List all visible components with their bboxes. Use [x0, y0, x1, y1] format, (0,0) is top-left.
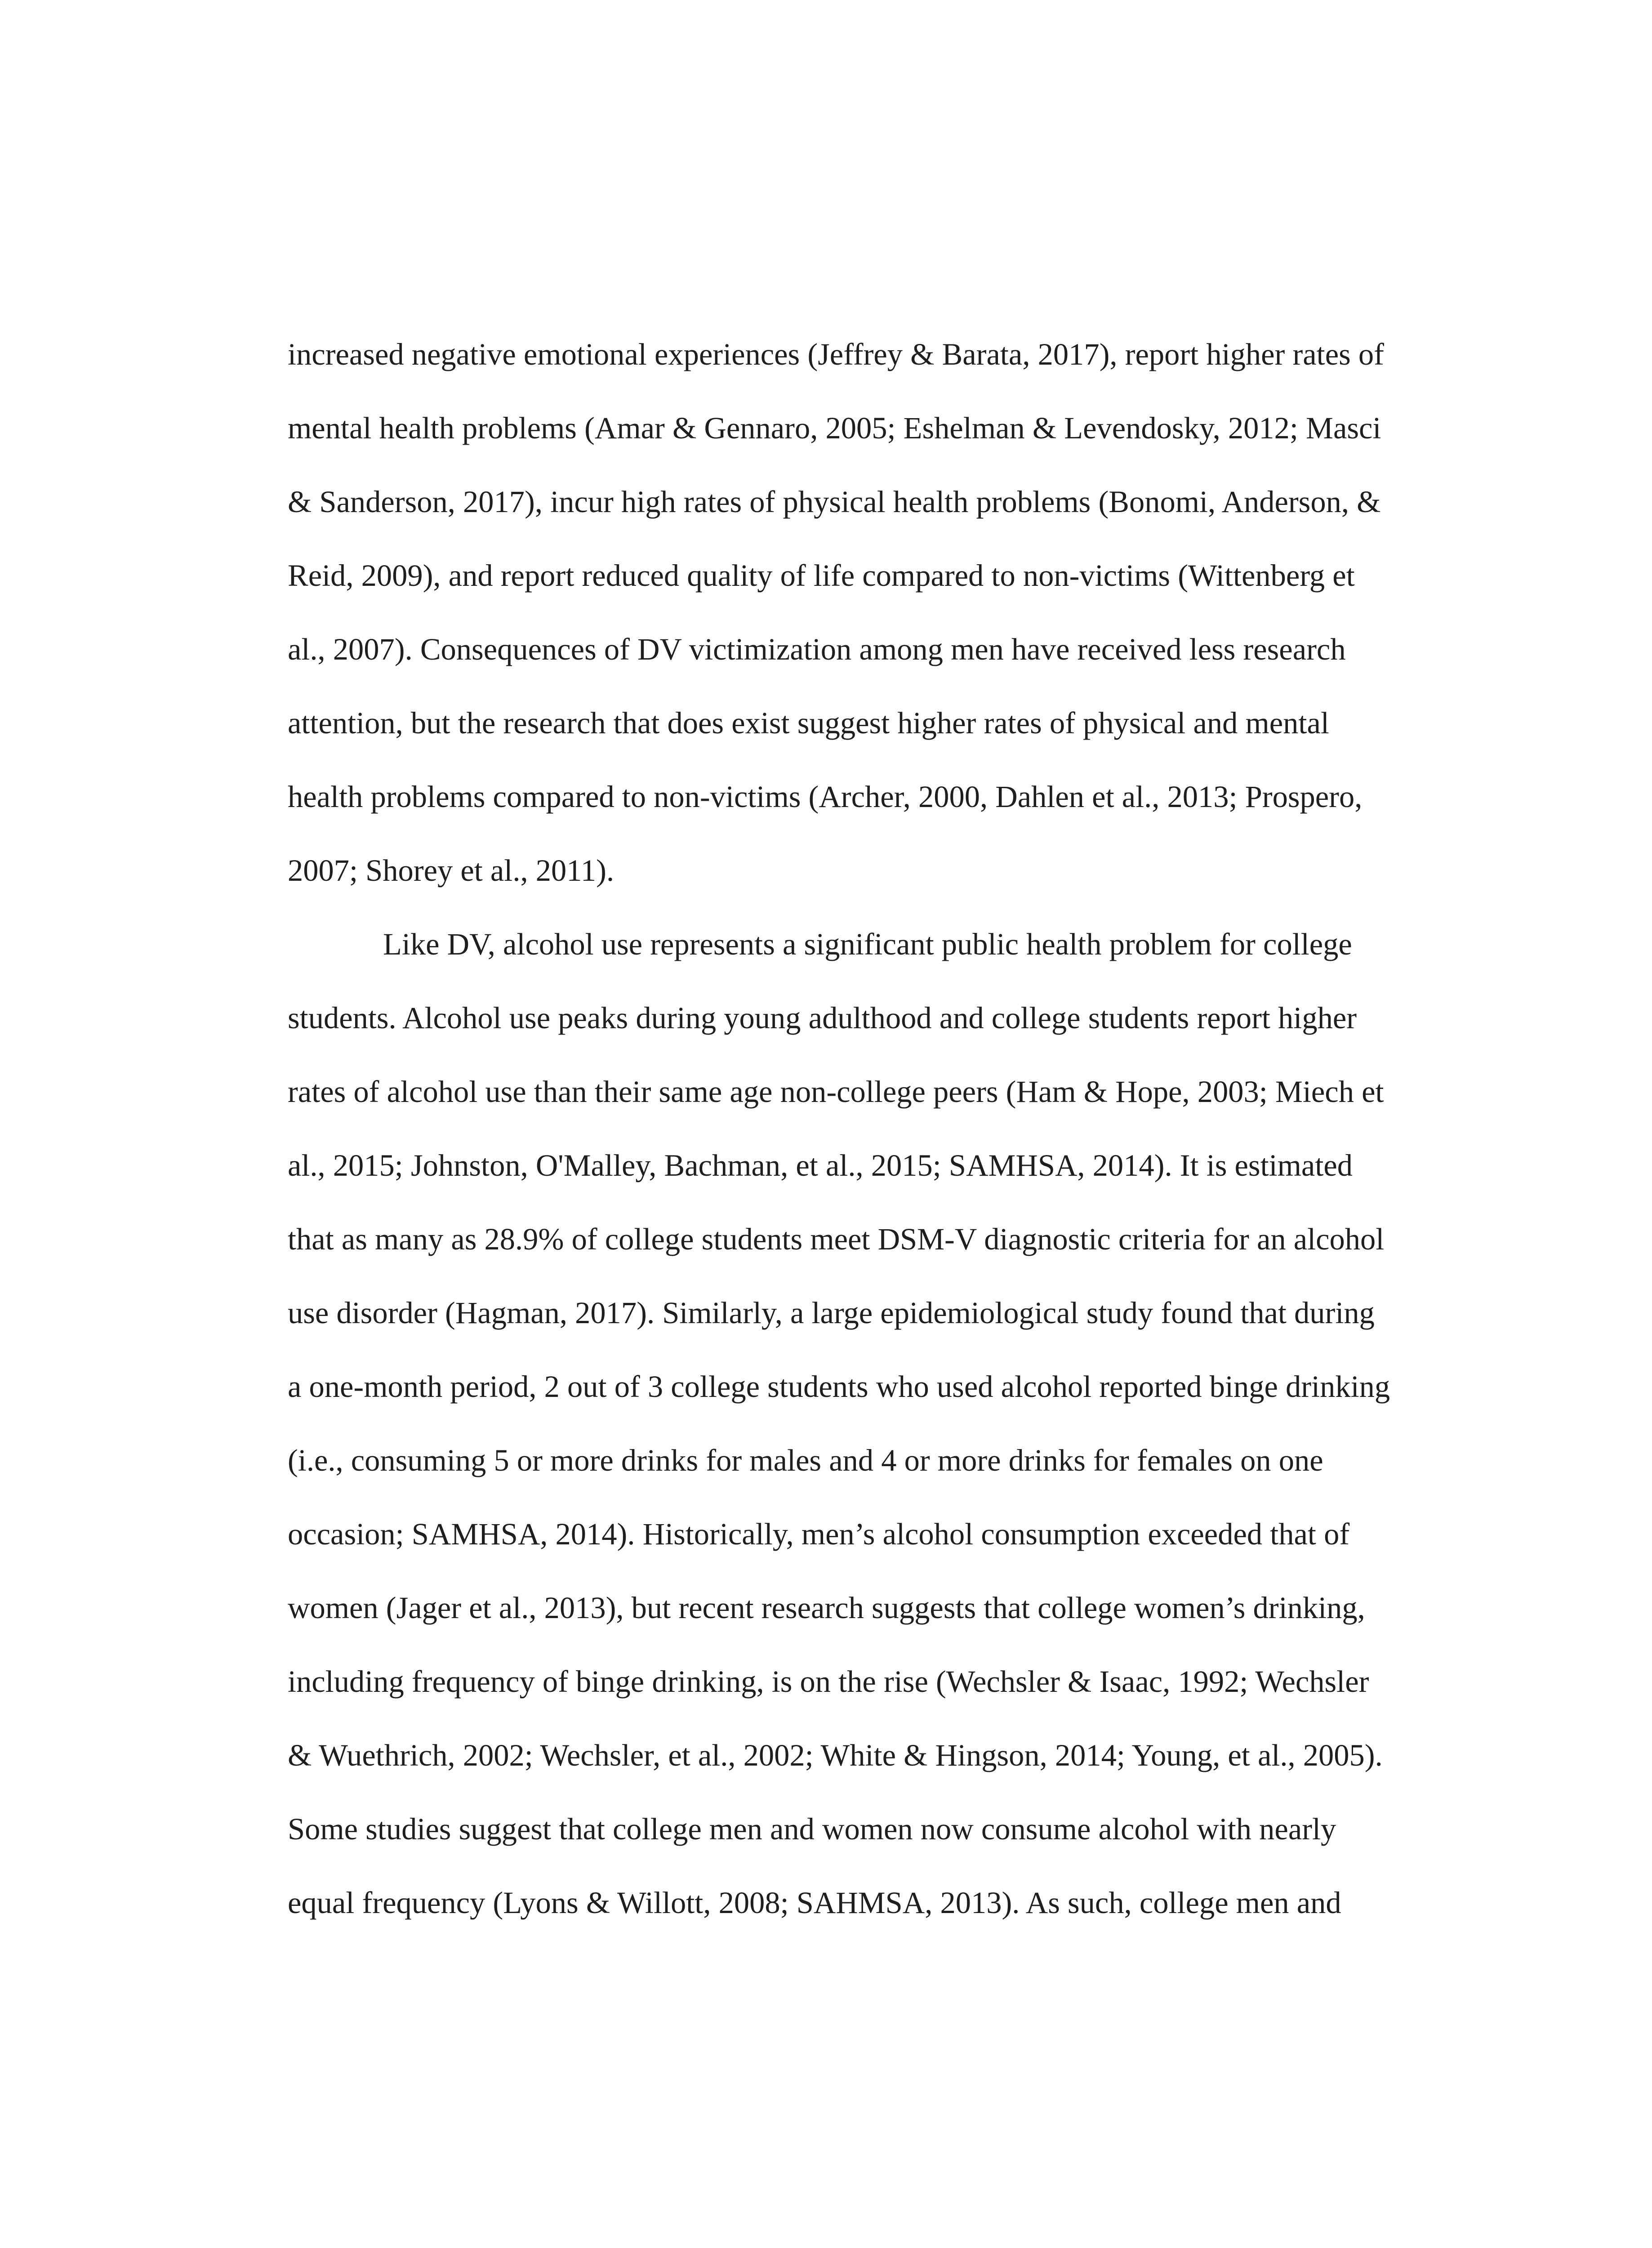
body-text	[288, 317, 1438, 1940]
paragraph-1-line-6: attention, but the research that does exist suggest higher rates of physical and mental	[288, 706, 1329, 740]
paragraph-2-line-3: rates of alcohol use than their same age non-college peers (Ham & Hope, 2003; Miech et	[288, 1075, 1384, 1109]
paragraph-1-line-2: mental health problems (Amar & Gennaro, 2005; Eshelman & Levendosky, 2012; Masci	[288, 411, 1381, 445]
paragraph-2-line-10: women (Jager et al., 2013), but recent research suggests that college women’s drinking,	[288, 1591, 1365, 1625]
paragraph-2-line-1: Like DV, alcohol use represents a significant public health problem for college	[383, 927, 1352, 961]
paragraph-1-line-1: increased negative emotional experiences (Jeffrey & Barata, 2017), report higher rates of	[288, 337, 1384, 371]
paragraph-2-line-7: a one-month period, 2 out of 3 college students who used alcohol reported binge drinking	[288, 1369, 1390, 1404]
paragraph-2-line-5: that as many as 28.9% of college students meet DSM-V diagnostic criteria for an alcohol	[288, 1222, 1385, 1256]
paragraph-1-line-5: al., 2007). Consequences of DV victimization among men have received less research	[288, 632, 1346, 666]
paragraph-2-line-11: including frequency of binge drinking, is on the rise (Wechsler & Isaac, 1992; Wechsler	[288, 1664, 1369, 1699]
paragraph-2-line-4: al., 2015; Johnston, O'Malley, Bachman, et al., 2015; SAMHSA, 2014). It is estimated	[288, 1148, 1353, 1182]
paragraph-1-line-7: health problems compared to non-victims (Archer, 2000, Dahlen et al., 2013; Prospero,	[288, 780, 1363, 814]
paragraph-2-line-13: Some studies suggest that college men and women now consume alcohol with nearly	[288, 1812, 1336, 1846]
paragraph-1-line-4: Reid, 2009), and report reduced quality of life compared to non-victims (Wittenberg et	[288, 558, 1355, 593]
paragraph-1-line-8: 2007; Shorey et al., 2011).	[288, 853, 614, 888]
paragraph-2-line-12: & Wuethrich, 2002; Wechsler, et al., 2002; White & Hingson, 2014; Young, et al., 2005).	[288, 1738, 1383, 1772]
paragraph-2-line-9: occasion; SAMHSA, 2014). Historically, men’s alcohol consumption exceeded that of	[288, 1517, 1350, 1551]
paragraph-2-line-6: use disorder (Hagman, 2017). Similarly, a large epidemiological study found that during	[288, 1296, 1375, 1330]
paragraph-2-line-8: (i.e., consuming 5 or more drinks for males and 4 or more drinks for females on one	[288, 1443, 1323, 1477]
paragraph-2-line-2: students. Alcohol use peaks during young adulthood and college students report higher	[288, 1001, 1357, 1035]
paragraph-2-line-14: equal frequency (Lyons & Willott, 2008; SAHMSA, 2013). As such, college men and	[288, 1886, 1341, 1920]
paragraph-1-line-3: & Sanderson, 2017), incur high rates of physical health problems (Bonomi, Anderson, &	[288, 485, 1381, 519]
